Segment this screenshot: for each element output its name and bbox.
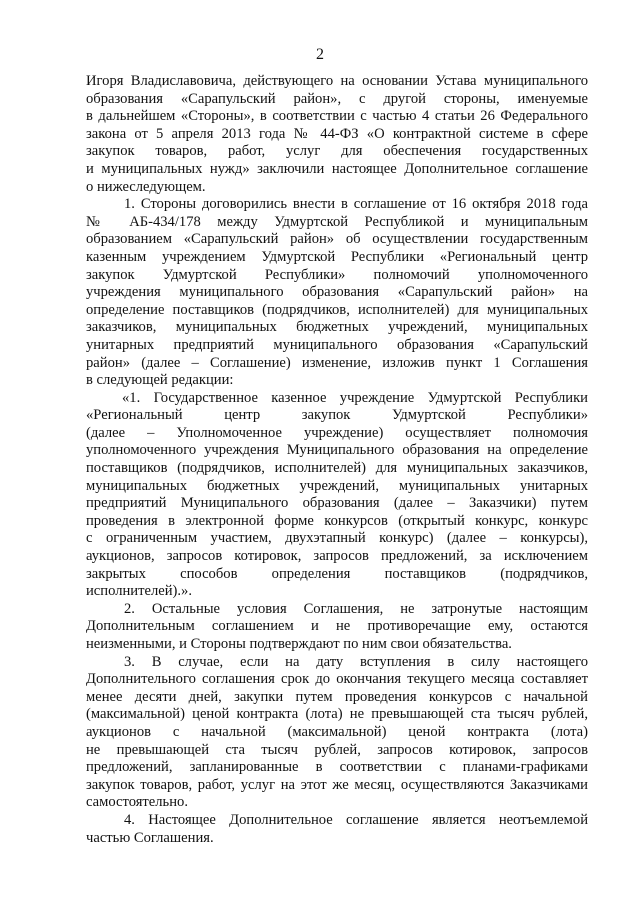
- text-line: закупок товаров, работ, услуг на этот же месяц, осуществляются Заказчиками: [86, 776, 588, 793]
- text-line: (далее – Уполномоченное учреждение) осуществляет полномочия: [86, 424, 588, 441]
- text-line: не превышающей ста тысяч рублей, запросов котировок, запросов: [86, 741, 588, 758]
- text-line: определение поставщиков (подрядчиков, исполнителей) для муниципальных: [86, 301, 588, 318]
- text-line: 3. В случае, если на дату вступления в силу настоящего: [124, 653, 588, 670]
- clause-3-paragraph: [86, 654, 588, 812]
- text-line: закона от 5 апреля 2013 года № 44-ФЗ «О контрактной системе в сфере: [86, 125, 588, 142]
- text-line: аукционов, запросов котировок, запросов предложений, за исключением: [86, 548, 588, 565]
- text-line: закрытых способов определения поставщиков (подрядчиков,: [86, 565, 588, 582]
- text-line: исполнителей).».: [86, 583, 192, 600]
- text-line: (максимальной) ценой контракта (лота) не превышающей ста тысяч рублей,: [86, 706, 588, 723]
- page-number: 2: [316, 46, 324, 63]
- text-line: образованием «Сарапульский район» об осуществлении государственным: [86, 231, 588, 248]
- text-line: № АБ-434/178 между Удмуртской Республикой и муниципальным: [86, 213, 588, 230]
- text-line: в дальнейшем «Стороны», в соответствии с частью 4 статьи 26 Федерального: [86, 108, 588, 125]
- clause-4-paragraph: [86, 812, 588, 847]
- text-line: унитарных предприятий муниципального образования «Сарапульский: [86, 336, 588, 353]
- text-line: неизменными, и Стороны подтверждают по ним свои обязательства.: [86, 636, 512, 652]
- text-line: частью Соглашения.: [86, 829, 214, 846]
- text-line: «Региональный центр закупок Удмуртской Республики»: [86, 407, 588, 424]
- text-line: Дополнительного соглашения срок до окончания текущего месяца составляет: [86, 671, 588, 688]
- text-line: Игоря Владиславовича, действующего на основании Устава муниципального: [86, 73, 588, 89]
- text-line: менее десяти дней, закупки путем проведения конкурсов с начальной: [86, 688, 588, 705]
- preamble-paragraph: [86, 73, 588, 196]
- text-line: самостоятельно.: [86, 794, 188, 811]
- text-line: с ограниченным участием, двухэтапный конкурс) (далее – конкурсы),: [86, 530, 588, 547]
- text-line: 4. Настоящее Дополнительное соглашение является неотъемлемой: [124, 811, 588, 828]
- text-line: учреждения муниципального образования «Сарапульский район» на: [86, 284, 588, 301]
- text-line: уполномоченного учреждения Муниципального образования на определение: [86, 442, 588, 459]
- text-line: «1. Государственное казенное учреждение Удмуртской Республики: [122, 389, 588, 406]
- text-line: закупок Удмуртской Республики» полномочий уполномоченного: [86, 266, 588, 283]
- text-line: предложений, запланированные в соответствии с планами-графиками: [86, 759, 588, 776]
- text-line: образования «Сарапульский район», с другой стороны, именуемые: [86, 90, 588, 107]
- text-line: проведения в электронной форме конкурсов (открытый конкурс, конкурс: [86, 512, 588, 529]
- text-line: поставщиков (подрядчиков, исполнителей) для муниципальных заказчиков,: [86, 460, 588, 477]
- text-line: заказчиков, муниципальных бюджетных учреждений, муниципальных: [86, 319, 588, 336]
- text-line: предприятий Муниципального образования (далее – Заказчики) путем: [86, 495, 588, 512]
- text-line: 2. Остальные условия Соглашения, не затронутые настоящим: [124, 600, 588, 617]
- text-line: 1. Стороны договорились внести в соглашение от 16 октября 2018 года: [124, 196, 588, 213]
- clause-1-paragraph: [86, 196, 588, 390]
- text-line: Дополнительным соглашением и не противоречащие ему, остаются: [86, 618, 588, 635]
- text-line: район» (далее – Соглашение) изменение, изложив пункт 1 Соглашения: [86, 354, 588, 371]
- text-line: казенным учреждением Удмуртской Республики «Региональный центр: [86, 248, 588, 265]
- clause-2-paragraph: [86, 601, 588, 654]
- text-line: закупок товаров, работ, услуг для обеспечения государственных: [86, 143, 588, 160]
- text-line: аукционов с начальной (максимальной) ценой контракта (лота): [86, 723, 588, 740]
- text-line: муниципальных бюджетных учреждений, муниципальных унитарных: [86, 477, 588, 494]
- document-body: [86, 73, 588, 847]
- text-line: в следующей редакции:: [86, 372, 234, 389]
- text-line: и муниципальных нужд» заключили настоящее Дополнительное соглашение: [86, 160, 588, 177]
- text-line: о нижеследующем.: [86, 178, 206, 195]
- clause-1-quote-paragraph: [86, 390, 588, 601]
